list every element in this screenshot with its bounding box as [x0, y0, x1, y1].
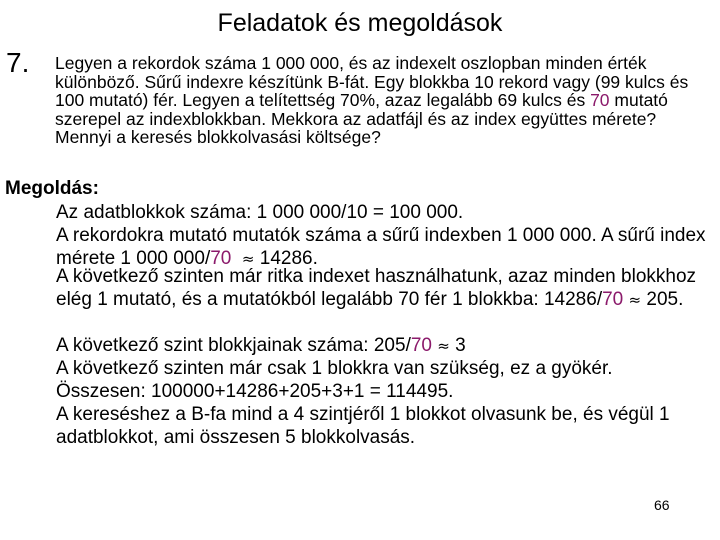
- solution-label: Megoldás:: [5, 178, 99, 199]
- solution-line-5: A következő szinten már csak 1 blokkra van szükség, ez a gyökér.: [56, 358, 613, 379]
- approx-symbol: ≈: [437, 337, 450, 355]
- highlight-70: 70: [602, 289, 624, 310]
- solution-line-1: Az adatblokkok száma: 1 000 000/10 = 100 000.: [56, 202, 464, 223]
- solution-line-3: A következő szinten már ritka indexet használhatunk, azaz minden blokkhoz elég 1 mutató, és a mutatókból legalább 70 fér 1 blokkba: 14286/70 ≈ 205.: [56, 266, 697, 310]
- highlight-70: 70: [410, 335, 432, 356]
- slide-title: Feladatok és megoldások: [217, 9, 503, 37]
- problem-number: 7.: [6, 47, 30, 78]
- solution-line-4: A következő szint blokkjainak száma: 205/70 ≈ 3: [56, 335, 466, 356]
- approx-symbol: ≈: [628, 291, 642, 309]
- page-number: 66: [654, 497, 670, 513]
- problem-text-after: mutató szerepel az indexblokkban. Mekkora az adatfájl és az index együttes mérete? Mennyi a keresés blokkolvasási költsége?: [55, 90, 668, 147]
- highlight-70: 70: [210, 248, 232, 269]
- approx-symbol: ≈: [241, 250, 255, 268]
- solution-line-2: A rekordokra mutató mutatók száma a sűrű indexben 1 000 000. A sűrű index mérete 1 000 000/70 ≈ 14286.: [56, 225, 706, 269]
- problem-statement: [55, 54, 715, 147]
- problem-highlight: 70: [590, 90, 610, 110]
- solution-line-6: Összesen: 100000+14286+205+3+1 = 114495.: [56, 381, 454, 402]
- problem-text-before: Legyen a rekordok száma 1 000 000, és az indexelt oszlopban minden érték különböző. Sűrű indexre készítünk B-fát. Egy blokkba 10 rekord vagy (99 kulcs és 100 mutató) fér. Legyen a telítettség 70%, azaz legalább 69 kulcs és: [55, 53, 689, 110]
- solution-line-7: A kereséshez a B-fa mind a 4 szintjéről 1 blokkot olvasunk be, és végül 1 adatblokkot, ami összesen 5 blokkolvasás.: [56, 404, 670, 448]
